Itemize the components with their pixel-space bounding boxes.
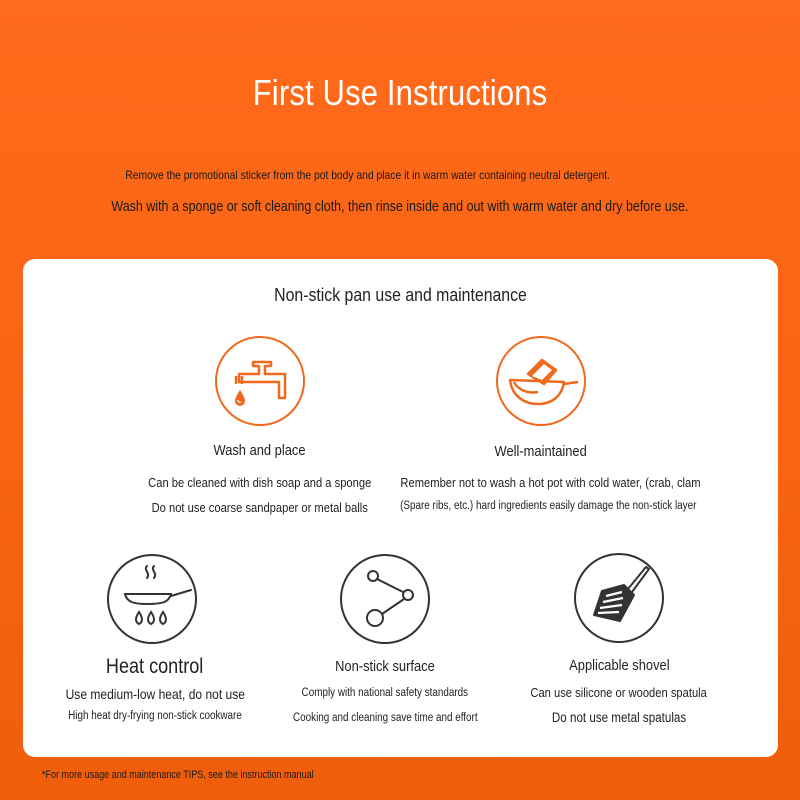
feature-line-maintained-1: Remember not to wash a hot pot with cold water, (crab, clam	[400, 475, 701, 490]
feature-line-wash-2: Do not use coarse sandpaper or metal balls	[151, 500, 369, 515]
feature-line-wash-1: Can be cleaned with dish soap and a sponge	[148, 475, 372, 490]
feature-title-heat: Heat control	[106, 655, 204, 678]
feature-line-surface-1: Comply with national safety standards	[301, 687, 469, 699]
feature-line-heat-2: High heat dry-frying non-stick cookware	[68, 710, 242, 722]
pan-flame-icon	[107, 554, 197, 644]
footnote: *For more usage and maintenance TIPS, see the instruction manual	[42, 769, 314, 781]
page-title: First Use Instructions	[252, 72, 548, 113]
molecule-icon	[340, 554, 430, 644]
maintenance-card	[23, 259, 778, 757]
feature-line-surface-2: Cooking and cleaning save time and effort	[292, 712, 478, 724]
feature-line-maintained-2: (Spare ribs, etc.) hard ingredients easily damage the non-stick layer	[400, 500, 697, 512]
feature-line-shovel-1: Can use silicone or wooden spatula	[530, 685, 708, 700]
pan-sponge-icon	[496, 336, 586, 426]
faucet-icon	[215, 336, 305, 426]
intro-line-1: Remove the promotional sticker from the pot body and place it in warm water containing neutral detergent.	[125, 168, 611, 182]
feature-title-wash: Wash and place	[213, 442, 307, 459]
feature-title-shovel: Applicable shovel	[568, 657, 670, 674]
intro-line-2: Wash with a sponge or soft cleaning cloth, then rinse inside and out with warm water and dry before use.	[111, 199, 689, 215]
feature-title-maintained: Well-maintained	[494, 443, 588, 460]
spatula-icon	[574, 553, 664, 643]
feature-title-surface: Non-stick surface	[335, 658, 435, 675]
card-title: Non-stick pan use and maintenance	[274, 285, 527, 305]
feature-line-shovel-2: Do not use metal spatulas	[551, 710, 687, 725]
feature-line-heat-1: Use medium-low heat, do not use	[65, 686, 245, 702]
